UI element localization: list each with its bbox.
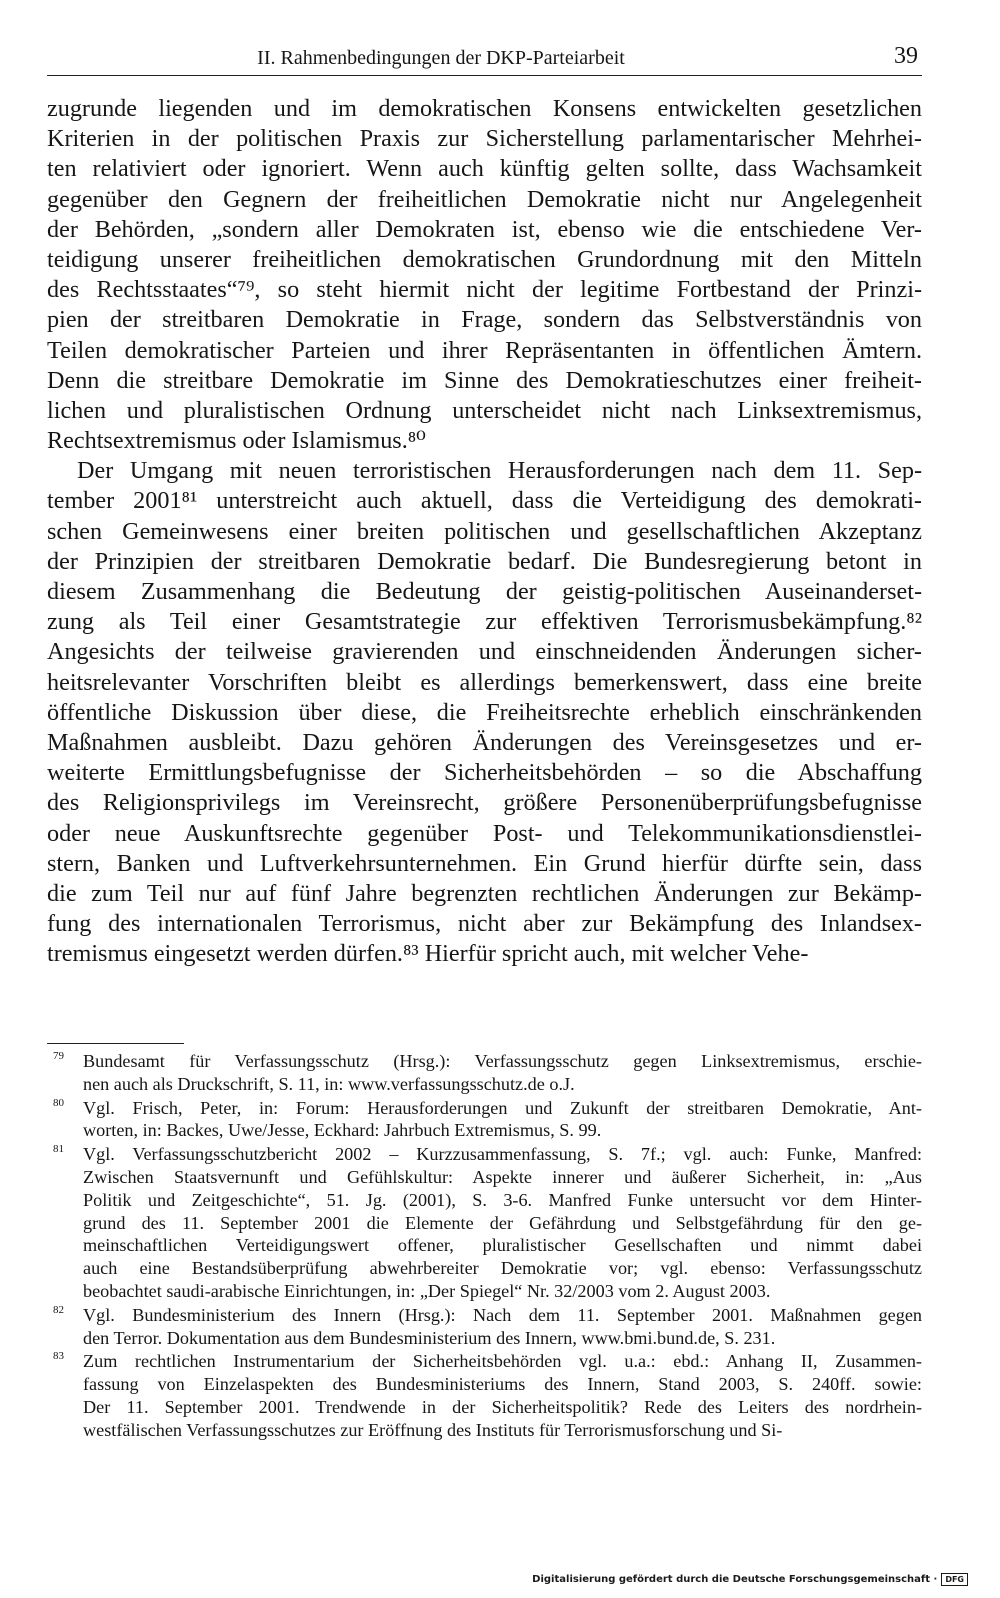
footnote-number: 80	[53, 1096, 64, 1109]
footnote-line: Zwischen Staatsvernunft und Gefühlskultur: Aspekte innerer und äußerer Sicherheit, in: „Aus	[83, 1166, 922, 1187]
footnote-number: 83	[53, 1350, 64, 1363]
text-line: teidigung unserer freiheitlichen demokratischen Grundordnung mit den Mitteln	[47, 245, 922, 273]
footnote-line: fassung von Einzelaspekten des Bundesministeriums des Innern, Stand 2003, S. 240ff. sowie:	[83, 1374, 922, 1395]
footnote-line: beobachtet saudi-arabische Einrichtungen, in: „Der Spiegel“ Nr. 32/2003 vom 2. August 2003.	[83, 1280, 771, 1301]
text-line: lichen und pluralistischen Ordnung unterscheidet nicht nach Linksextremismus,	[47, 396, 922, 424]
text-line: gegenüber den Gegnern der freiheitlichen Demokratie nicht nur Angelegenheit	[47, 185, 922, 213]
footnote	[47, 1350, 922, 1441]
text-line: öffentliche Diskussion über diese, die Freiheitsrechte erheblich einschränkenden	[47, 698, 922, 726]
footnote-number: 81	[53, 1143, 64, 1156]
text-line: Kriterien in der politischen Praxis zur Sicherstellung parlamentarischer Mehrhei-	[47, 125, 922, 153]
text-line: schen Gemeinwesens einer breiten politischen und gesellschaftlichen Akzeptanz	[47, 517, 922, 545]
paragraph	[47, 456, 922, 969]
footnote-line: worten, in: Backes, Uwe/Jesse, Eckhard: Jahrbuch Extremismus, S. 99.	[83, 1120, 602, 1141]
footnote-number: 79	[53, 1050, 64, 1062]
body-text	[47, 94, 922, 969]
footnote-line: Zum rechtlichen Instrumentarium der Sicherheitsbehörden vgl. u.a.: ebd.: Anhang II, Zusammen-	[83, 1351, 922, 1372]
footnote-line: nen auch als Druckschrift, S. 11, in: www.verfassungsschutz.de o.J.	[83, 1073, 575, 1094]
footnote-number: 82	[53, 1303, 64, 1316]
footnote-line: den Terror. Dokumentation aus dem Bundesministerium des Innern, www.bmi.bund.de, S. 231.	[83, 1327, 776, 1348]
footnote	[47, 1304, 922, 1350]
footnote-separator	[47, 1043, 184, 1044]
text-line: weiterte Ermittlungsbefugnisse der Sicherheitsbehörden – so die Abschaffung	[47, 759, 922, 787]
text-line: des Religionsprivilegs im Vereinsrecht, größere Personenüberprüfungsbefugnisse	[47, 789, 922, 817]
text-line: des Rechtsstaates“⁷⁹, so steht hiermit nicht der legitime Fortbestand der Prinzi-	[47, 276, 922, 304]
dfg-logo: DFG	[941, 1573, 968, 1586]
text-line: heitsrelevanter Vorschriften bleibt es allerdings bemerkenswert, dass eine breite	[47, 668, 922, 696]
text-line: stern, Banken und Luftverkehrsunternehmen. Ein Grund hierfür dürfte sein, dass	[47, 849, 922, 877]
text-line: Angesichts der teilweise gravierenden und einschneidenden Änderungen sicher-	[47, 638, 922, 666]
text-line: fung des internationalen Terrorismus, nicht aber zur Bekämpfung des Inlandsex-	[47, 910, 922, 938]
text-line: tremismus eingesetzt werden dürfen.⁸³ Hierfür spricht auch, mit welcher Vehe-	[47, 940, 809, 968]
running-head: II. Rahmenbedingungen der DKP-Parteiarbeit	[257, 47, 625, 69]
text-line: Rechtsextremismus oder Islamismus.⁸⁰	[47, 427, 426, 455]
footnote-line: Vgl. Bundesministerium des Innern (Hrsg.): Nach dem 11. September 2001. Maßnahmen gegen	[83, 1304, 922, 1325]
footnote-line: westfälischen Verfassungsschutzes zur Eröffnung des Instituts für Terrorismusforschung und Si-	[83, 1419, 783, 1440]
footnote-line: Vgl. Frisch, Peter, in: Forum: Herausforderungen und Zukunft der streitbaren Demokratie, Ant-	[83, 1097, 922, 1118]
text-line: oder neue Auskunftsrechte gegenüber Post- und Telekommunikationsdienstlei-	[47, 819, 922, 847]
text-line: ten relativiert oder ignoriert. Wenn auch künftig gelten sollte, dass Wachsamkeit	[47, 155, 922, 183]
digitization-credit	[532, 1573, 968, 1586]
text-line: der Behörden, „sondern aller Demokraten ist, ebenso wie die entschiedene Ver-	[47, 215, 922, 243]
footnote	[47, 1050, 922, 1096]
text-line: Denn die streitbare Demokratie im Sinne des Demokratieschutzes einer freiheit-	[47, 366, 922, 394]
text-line: zugrunde liegenden und im demokratischen Konsens entwickelten gesetzlichen	[47, 95, 922, 122]
text-line: zung als Teil einer Gesamtstrategie zur effektiven Terrorismusbekämpfung.⁸²	[47, 608, 922, 636]
text-line: Der Umgang mit neuen terroristischen Herausforderungen nach dem 11. Sep-	[77, 457, 922, 485]
footnote	[47, 1143, 922, 1303]
footnote-line: Bundesamt für Verfassungsschutz (Hrsg.): Verfassungsschutz gegen Linksextremismus, erschie-	[83, 1051, 922, 1071]
footnote	[47, 1097, 922, 1143]
text-line: tember 2001⁸¹ unterstreicht auch aktuell, dass die Verteidigung des demokrati-	[47, 487, 922, 515]
text-line: pien der streitbaren Demokratie in Frage, sondern das Selbstverständnis von	[47, 306, 922, 334]
footnote-line: Politik und Zeitgeschichte“, 51. Jg. (2001), S. 3-6. Manfred Funke untersucht vor dem Hinter-	[83, 1189, 922, 1210]
paragraph	[47, 94, 922, 456]
footnote-line: meinschaftlichen Verteidigungswert offener, pluralistischer Gesellschaften und nimmt dabei	[83, 1235, 922, 1256]
text-line: der Prinzipien der streitbaren Demokratie bedarf. Die Bundesregierung betont in	[47, 547, 922, 575]
text-line: diesem Zusammenhang die Bedeutung der geistig-politischen Auseinanderset-	[47, 578, 922, 605]
footnote-line: Vgl. Verfassungsschutzbericht 2002 – Kurzzusammenfassung, S. 7f.; vgl. auch: Funke, Manfred:	[83, 1144, 922, 1165]
footnote-line: auch eine Bestandsüberprüfung abwehrbereiter Demokratie vor; vgl. ebenso: Verfassungsschutz	[83, 1258, 922, 1279]
footnote-line: Der 11. September 2001. Trendwende in der Sicherheitspolitik? Rede des Leiters des nordrhein-	[83, 1396, 922, 1417]
credit-text: Digitalisierung gefördert durch die Deutsche Forschungsgemeinschaft ·	[532, 1574, 938, 1585]
footnote-line: grund des 11. September 2001 die Elemente der Gefährdung und Selbstgefährdung für den ge-	[83, 1212, 922, 1233]
text-line: Maßnahmen ausbleibt. Dazu gehören Änderungen des Vereinsgesetzes und er-	[47, 728, 922, 756]
page-number: 39	[894, 43, 918, 69]
text-line: die zum Teil nur auf fünf Jahre begrenzten rechtlichen Änderungen zur Bekämp-	[47, 879, 922, 907]
text-line: Teilen demokratischer Parteien und ihrer Repräsentanten in öffentlichen Ämtern.	[47, 336, 922, 364]
page-header	[47, 45, 922, 76]
footnotes	[47, 1050, 922, 1443]
